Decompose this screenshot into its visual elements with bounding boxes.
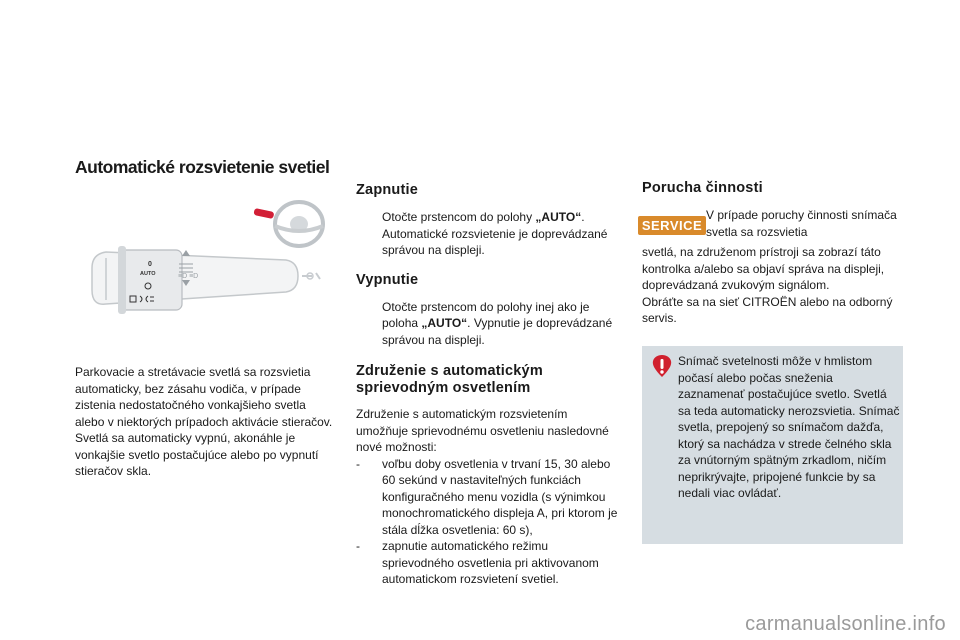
porucha-intro: V prípade poruchy činnosti snímača svetla sa rozsvietia [706, 208, 897, 239]
list-item: - zapnutie automatického režimu sprievodného osvetlenia pri aktivovanom automatickom rozsvietení svetiel. [356, 539, 599, 586]
service-row [642, 207, 904, 243]
porucha-continuation: svetlá, na združenom prístroji sa zobrazí táto kontrolka a/alebo sa objaví správa na displeji, doprevádzaná zvukovým signálom. [642, 245, 885, 292]
knob-label-auto: AUTO [140, 271, 156, 277]
auto-label: „AUTO“ [421, 316, 468, 330]
heading-vypnutie: Vypnutie [356, 271, 419, 288]
light-stalk-illustration [74, 196, 336, 338]
service-warning-icon [642, 207, 702, 243]
steering-wheel-icon [253, 202, 323, 246]
intro-text [75, 364, 335, 480]
column-right [642, 180, 904, 327]
warning-text: Snímač svetelnosti môže v hmlistom počasí alebo počas sneženia zaznamenať postačujúce svetlo. Svetlá sa teda automaticky nerozsvietia. Snímač svetla, prepojený so snímačom dažďa, ktorý sa nachádza v strede čelného skla za vnútorným spätným zrkadlom, ničím neprikrývajte, pripojené funkcie by sa nedali viac ovládať. [678, 354, 900, 500]
column-middle [356, 182, 622, 588]
bullet-mark-icon [356, 299, 382, 349]
page-title: Automatické rozsvietenie svetiel [75, 157, 330, 177]
auto-label: „AUTO“ [535, 210, 582, 224]
svg-text:≡D ≡D: ≡D ≡D [178, 273, 199, 280]
zdruzenie-intro: Združenie s automatickým rozsvietením umožňuje sprievodnému osvetleniu nasledovné nové možnosti: [356, 407, 609, 454]
knob-label-0: 0 [148, 261, 152, 268]
list-item: - voľbu doby osvetlenia v trvaní 15, 30 alebo 60 sekúnd v nastaviteľných funkciách konfiguračného menu vozidla (s výnimkou monochromatického displeja A, pri ktorom je stála dĺžka osvetlenia: 60 s), [356, 456, 618, 537]
service-badge: SERVICE [638, 216, 706, 235]
bullet-mark-icon [356, 209, 382, 259]
intro-paragraph-2: Svetlá sa automaticky vypnú, akonáhle je vonkajšie svetlo postačujúce alebo po vypnutí stieračov skla. [75, 431, 319, 478]
watermark: carmanualsonline.info [745, 613, 946, 635]
zapnutie-bullet: Otočte prstencom do polohy „AUTO“. Automatické rozsvietenie je doprevádzané správou na displeji. [356, 209, 622, 259]
stalk-icon [92, 246, 320, 314]
heading-porucha: Porucha činnosti [642, 180, 763, 196]
intro-paragraph-1: Parkovacie a stretávacie svetlá sa rozsvietia automaticky, bez zásahu vodiča, v prípade zistenia nedostatočného vonkajšieho svetla alebo v niektorých prípadoch aktivácie stieračov. [75, 365, 333, 429]
vypnutie-bullet: Otočte prstencom do polohy inej ako je poloha „AUTO“. Vypnutie je doprevádzané správou na displeji. [356, 299, 622, 349]
porucha-contact: Obráťte sa na sieť CITROËN alebo na odborný servis. [642, 294, 893, 325]
heading-zdruzenie: Združenie s automatickým sprievodným osvetlením [356, 363, 543, 396]
exclamation-warning-icon [651, 354, 673, 378]
warning-box [642, 346, 903, 544]
heading-zapnutie: Zapnutie [356, 182, 419, 198]
